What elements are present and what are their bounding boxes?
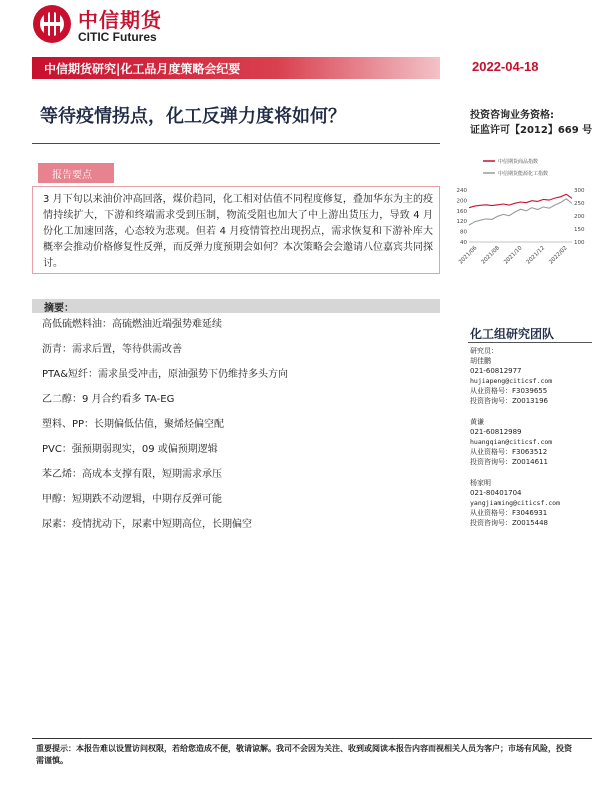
y-tick-right: 250 bbox=[574, 201, 585, 207]
member-advisory: 投资咨询号：Z0013196 bbox=[470, 397, 548, 405]
footer-disclaimer: 重要提示：本报告难以设置访问权限，若给您造成不便，敬请谅解。我司不会因为关注、收到或阅读本报告内容而视相关人员为客户；市场有风险，投资需谨慎。 bbox=[36, 744, 572, 765]
chart-series bbox=[469, 194, 572, 225]
member-cert: 从业资格号：F3046931 bbox=[470, 509, 548, 517]
index-chart bbox=[455, 150, 600, 282]
member-cert: 从业资格号：F3039655 bbox=[470, 387, 548, 395]
y-tick-right: 100 bbox=[574, 240, 585, 246]
summary-item: 尿素：疫情扰动下，尿素中短期高位，长期偏空 bbox=[42, 519, 252, 530]
member-phone: 021-60812977 bbox=[470, 367, 522, 375]
series-line-1 bbox=[469, 199, 572, 225]
logo-chinese-name: 中信期货 bbox=[78, 8, 162, 32]
qualification-block bbox=[470, 108, 592, 138]
x-tick-label: 2021/12 bbox=[525, 245, 547, 266]
y-tick-left: 80 bbox=[460, 229, 467, 236]
logo-english-name: CITIC Futures bbox=[78, 30, 157, 44]
member-phone: 021-80401704 bbox=[470, 489, 522, 497]
team-divider bbox=[468, 342, 592, 343]
member-name: 胡佳鹏 bbox=[470, 357, 491, 365]
key-points-text: 3 月下旬以来油价冲高回落，煤价趋同，化工相对估值不同程度修复，叠加华东为主的疫情持续扩大，下游和终端需求受到压制，物流受阻也加大了中上游出货压力，导致 4 月份化工加速回落，心态较为悲观。但若 4 月疫情管控出现拐点，需求恢复和下游补库大概率会推动价格修复性反弹，而反弹力度预期会如何？本次策略会会邀请八位嘉宾共同探讨。 bbox=[43, 194, 433, 269]
member-email: huangqian@citicsf.com bbox=[470, 438, 553, 446]
report-title: 等待疫情拐点，化工反弹力度将如何？ bbox=[40, 106, 346, 127]
x-tick-label: 2022/02 bbox=[548, 245, 569, 266]
summary-item: PVC：强预期弱现实，09 或偏预期逻辑 bbox=[42, 444, 218, 455]
qualification-line-2: 证监许可【2012】669 号 bbox=[470, 125, 593, 136]
legend-label-energy-chem: 中信期货能源化工指数 bbox=[498, 171, 549, 177]
team-member bbox=[470, 478, 595, 528]
summary-item: 高低硫燃料油：高硫燃油近端强势难延续 bbox=[42, 319, 222, 330]
y-tick-right: 300 bbox=[574, 188, 585, 194]
summary-item: 苯乙烯：高成本支撑有限，短期需求承压 bbox=[42, 469, 222, 480]
x-tick-label: 2021/08 bbox=[480, 245, 501, 266]
summary-heading: 摘要： bbox=[44, 303, 74, 314]
footer-divider bbox=[32, 738, 592, 739]
index-line-chart bbox=[455, 150, 600, 282]
report-date: 2022-04-18 bbox=[472, 59, 539, 74]
team-title: 化工组研究团队 bbox=[470, 327, 555, 341]
y-tick-right: 150 bbox=[574, 227, 585, 233]
series-line-0 bbox=[469, 194, 572, 208]
researcher-role: 研究员： bbox=[470, 347, 498, 355]
citic-logo-icon bbox=[32, 4, 72, 44]
x-tick-label: 2021/10 bbox=[503, 245, 524, 266]
key-points-box bbox=[32, 186, 440, 274]
team-member bbox=[470, 417, 595, 467]
company-logo bbox=[32, 4, 222, 48]
key-points-tag bbox=[38, 163, 114, 183]
y-tick-left: 240 bbox=[456, 188, 467, 194]
summary-item: 甲醇：短期跌不动逻辑，中期存反弹可能 bbox=[42, 494, 222, 505]
member-phone: 021-60812989 bbox=[470, 428, 522, 436]
member-email: hujiapeng@citicsf.com bbox=[470, 377, 553, 385]
summary-header bbox=[32, 299, 440, 313]
summary-item: 塑料、PP：长期偏低估值，聚烯烃偏空配 bbox=[42, 419, 225, 430]
member-name: 杨家明 bbox=[470, 479, 491, 487]
summary-item: 沥青：需求后置，等待供需改善 bbox=[42, 344, 182, 355]
member-advisory: 投资咨询号：Z0015448 bbox=[470, 519, 548, 527]
legend-label-commodity: 中信期货商品指数 bbox=[498, 159, 539, 165]
member-email: yangjiaming@citicsf.com bbox=[470, 499, 561, 507]
banner-text: 中信期货研究|化工品月度策略会纪要 bbox=[44, 62, 241, 76]
key-points-tag-label: 报告要点 bbox=[52, 170, 92, 181]
member-cert: 从业资格号：F3063512 bbox=[470, 448, 548, 456]
title-divider bbox=[32, 143, 440, 144]
team-list bbox=[470, 346, 595, 539]
summary-item: PTA&短纤：需求虽受冲击，原油强势下仍维持多头方向 bbox=[42, 369, 289, 380]
summary-item: 乙二醇：9 月合约看多 TA-EG bbox=[42, 394, 175, 405]
y-tick-left: 200 bbox=[456, 198, 467, 205]
y-tick-left: 40 bbox=[460, 240, 467, 246]
y-tick-left: 120 bbox=[456, 219, 467, 226]
report-series-banner bbox=[32, 57, 440, 79]
team-member bbox=[470, 346, 595, 406]
qualification-line-1: 投资咨询业务资格: bbox=[470, 110, 554, 121]
x-tick-label: 2021/06 bbox=[458, 245, 479, 266]
summary-list bbox=[42, 318, 442, 543]
y-tick-left: 160 bbox=[456, 208, 467, 215]
member-advisory: 投资咨询号：Z0014611 bbox=[470, 458, 548, 466]
y-tick-right: 200 bbox=[574, 214, 585, 220]
member-name: 黄谦 bbox=[470, 418, 484, 426]
